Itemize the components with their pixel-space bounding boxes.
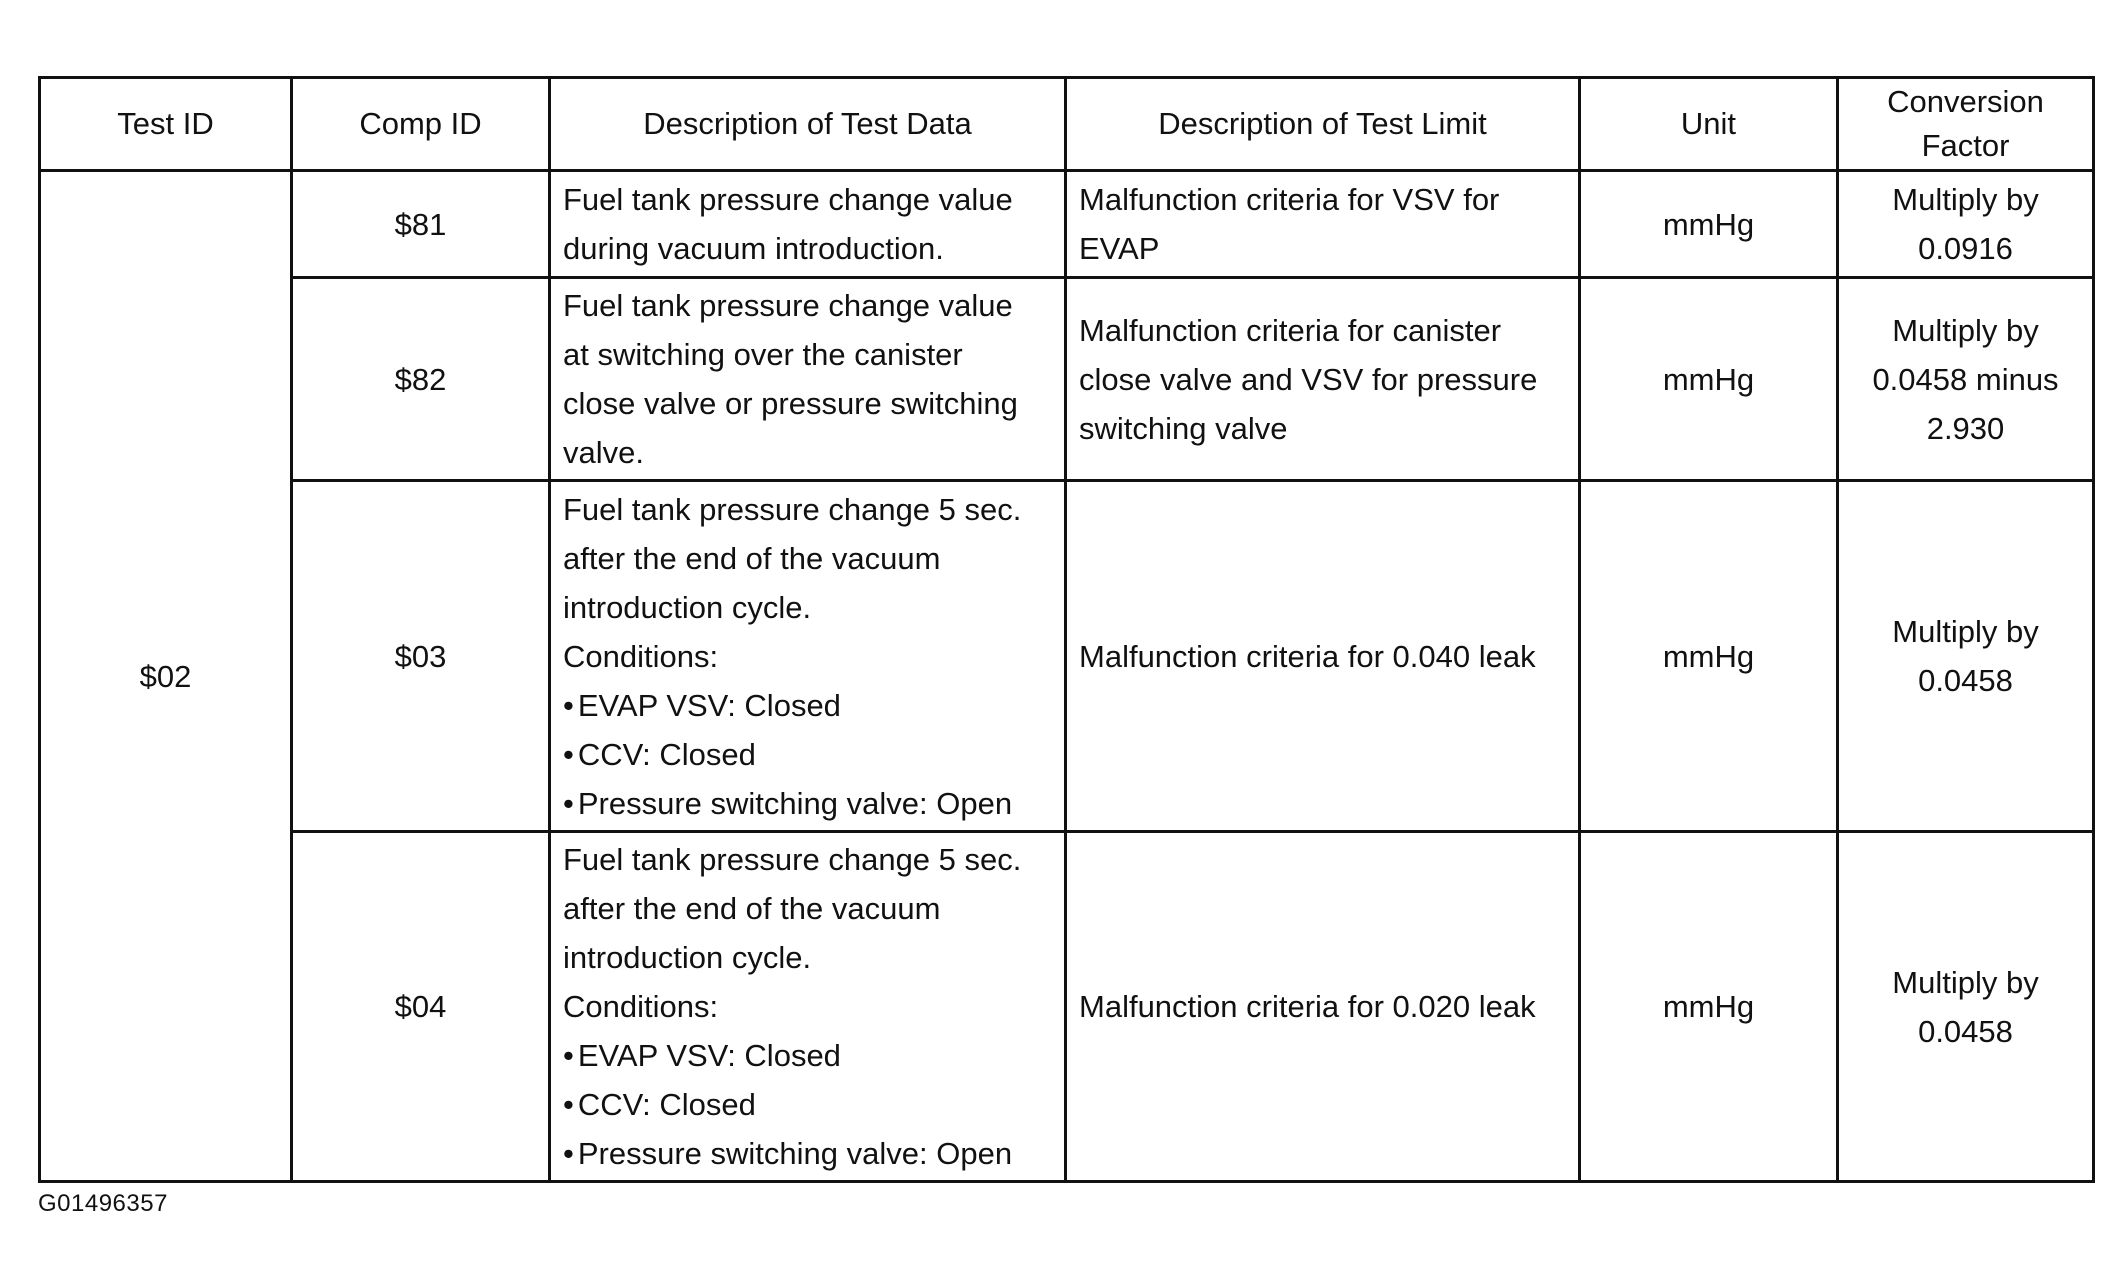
unit-cell: mmHg — [1580, 832, 1838, 1182]
text-line: Malfunction criteria for canister — [1079, 312, 1502, 348]
bullet-item — [563, 779, 1054, 828]
text-line: after the end of the vacuum — [563, 540, 941, 576]
text-line: Fuel tank pressure change 5 sec. — [563, 842, 1022, 877]
test-limit-description-cell — [1066, 171, 1580, 278]
bullet-icon: • — [563, 1136, 574, 1171]
header-conversion-line: Conversion — [1887, 84, 2044, 119]
test-limit-description-cell — [1066, 481, 1580, 832]
text-line: Malfunction criteria for 0.040 leak — [1079, 638, 1536, 674]
text-line: introduction cycle. — [563, 940, 812, 975]
text-line: Multiply by — [1892, 182, 2039, 217]
text-line: Fuel tank pressure change 5 sec. — [563, 491, 1022, 527]
text-line: close valve and VSV for pressure — [1079, 361, 1538, 397]
table-row — [40, 171, 2094, 278]
bullet-icon: • — [563, 736, 574, 772]
text-line: Multiply by — [1892, 964, 2039, 1000]
bullet-text: EVAP VSV: Closed — [577, 687, 841, 723]
test-data-description-cell — [550, 832, 1066, 1182]
conversion-factor-cell — [1838, 481, 2094, 832]
bullet-text: Pressure switching valve: Open — [577, 785, 1013, 821]
bullet-text: CCV: Closed — [577, 1087, 756, 1122]
test-data-description-cell — [550, 171, 1066, 278]
test-id-cell: $02 — [40, 171, 292, 1182]
bullet-icon: • — [563, 687, 574, 723]
text-line: Multiply by — [1892, 614, 2039, 649]
bullet-icon: • — [563, 785, 574, 821]
text-line: Malfunction criteria for VSV for — [1079, 182, 1500, 217]
test-data-description-cell — [550, 278, 1066, 481]
text-line: Fuel tank pressure change value — [563, 288, 1013, 323]
text-line: Fuel tank pressure change value — [563, 182, 1013, 217]
bullet-icon: • — [563, 1087, 574, 1122]
bullet-item — [563, 1129, 1054, 1178]
comp-id-cell: $82 — [292, 278, 550, 481]
bullet-item — [563, 1031, 1054, 1080]
header-conversion-factor — [1838, 78, 2094, 171]
text-line: at switching over the canister — [563, 337, 963, 372]
conversion-factor-cell — [1838, 171, 2094, 278]
header-comp-id: Comp ID — [292, 78, 550, 171]
header-test-id: Test ID — [40, 78, 292, 171]
bullet-item — [563, 1080, 1054, 1129]
conversion-factor-cell — [1838, 278, 2094, 481]
text-line: 0.0458 — [1918, 663, 2013, 698]
text-line: switching valve — [1079, 410, 1288, 446]
text-line: Malfunction criteria for 0.020 leak — [1079, 989, 1536, 1024]
text-line: 0.0916 — [1918, 231, 2013, 266]
text-line: during vacuum introduction. — [563, 231, 944, 266]
text-line: after the end of the vacuum — [563, 891, 941, 926]
text-line: Multiply by — [1892, 312, 2039, 348]
bullet-icon: • — [563, 1038, 574, 1073]
header-description-of-test-limit: Description of Test Limit — [1066, 78, 1580, 171]
bullet-item — [563, 681, 1054, 730]
comp-id-cell: $81 — [292, 171, 550, 278]
text-line: 0.0458 minus — [1872, 361, 2059, 397]
bullet-text: CCV: Closed — [577, 736, 756, 772]
table-row — [40, 481, 2094, 832]
header-row — [40, 78, 2094, 171]
test-limit-description-cell — [1066, 832, 1580, 1182]
header-unit: Unit — [1580, 78, 1838, 171]
bullet-text: EVAP VSV: Closed — [577, 1038, 841, 1073]
test-data-table — [38, 76, 2095, 1183]
comp-id-cell: $03 — [292, 481, 550, 832]
text-line: valve. — [563, 435, 644, 470]
conversion-factor-cell — [1838, 832, 2094, 1182]
table-row — [40, 832, 2094, 1182]
text-line: Conditions: — [563, 638, 719, 674]
test-data-description-cell — [550, 481, 1066, 832]
text-line: 0.0458 — [1918, 1013, 2013, 1049]
text-line: 2.930 — [1926, 410, 2005, 446]
header-description-of-test-data: Description of Test Data — [550, 78, 1066, 171]
bullet-item — [563, 730, 1054, 779]
unit-cell: mmHg — [1580, 171, 1838, 278]
bullet-text: Pressure switching valve: Open — [577, 1136, 1013, 1171]
comp-id-cell: $04 — [292, 832, 550, 1182]
figure-id-label: G01496357 — [38, 1190, 168, 1217]
unit-cell: mmHg — [1580, 278, 1838, 481]
table-row — [40, 278, 2094, 481]
unit-cell: mmHg — [1580, 481, 1838, 832]
text-line: close valve or pressure switching — [563, 386, 1018, 421]
test-limit-description-cell — [1066, 278, 1580, 481]
text-line: introduction cycle. — [563, 589, 812, 625]
header-conversion-line: Factor — [1921, 128, 2010, 163]
text-line: EVAP — [1079, 231, 1160, 266]
text-line: Conditions: — [563, 989, 719, 1024]
